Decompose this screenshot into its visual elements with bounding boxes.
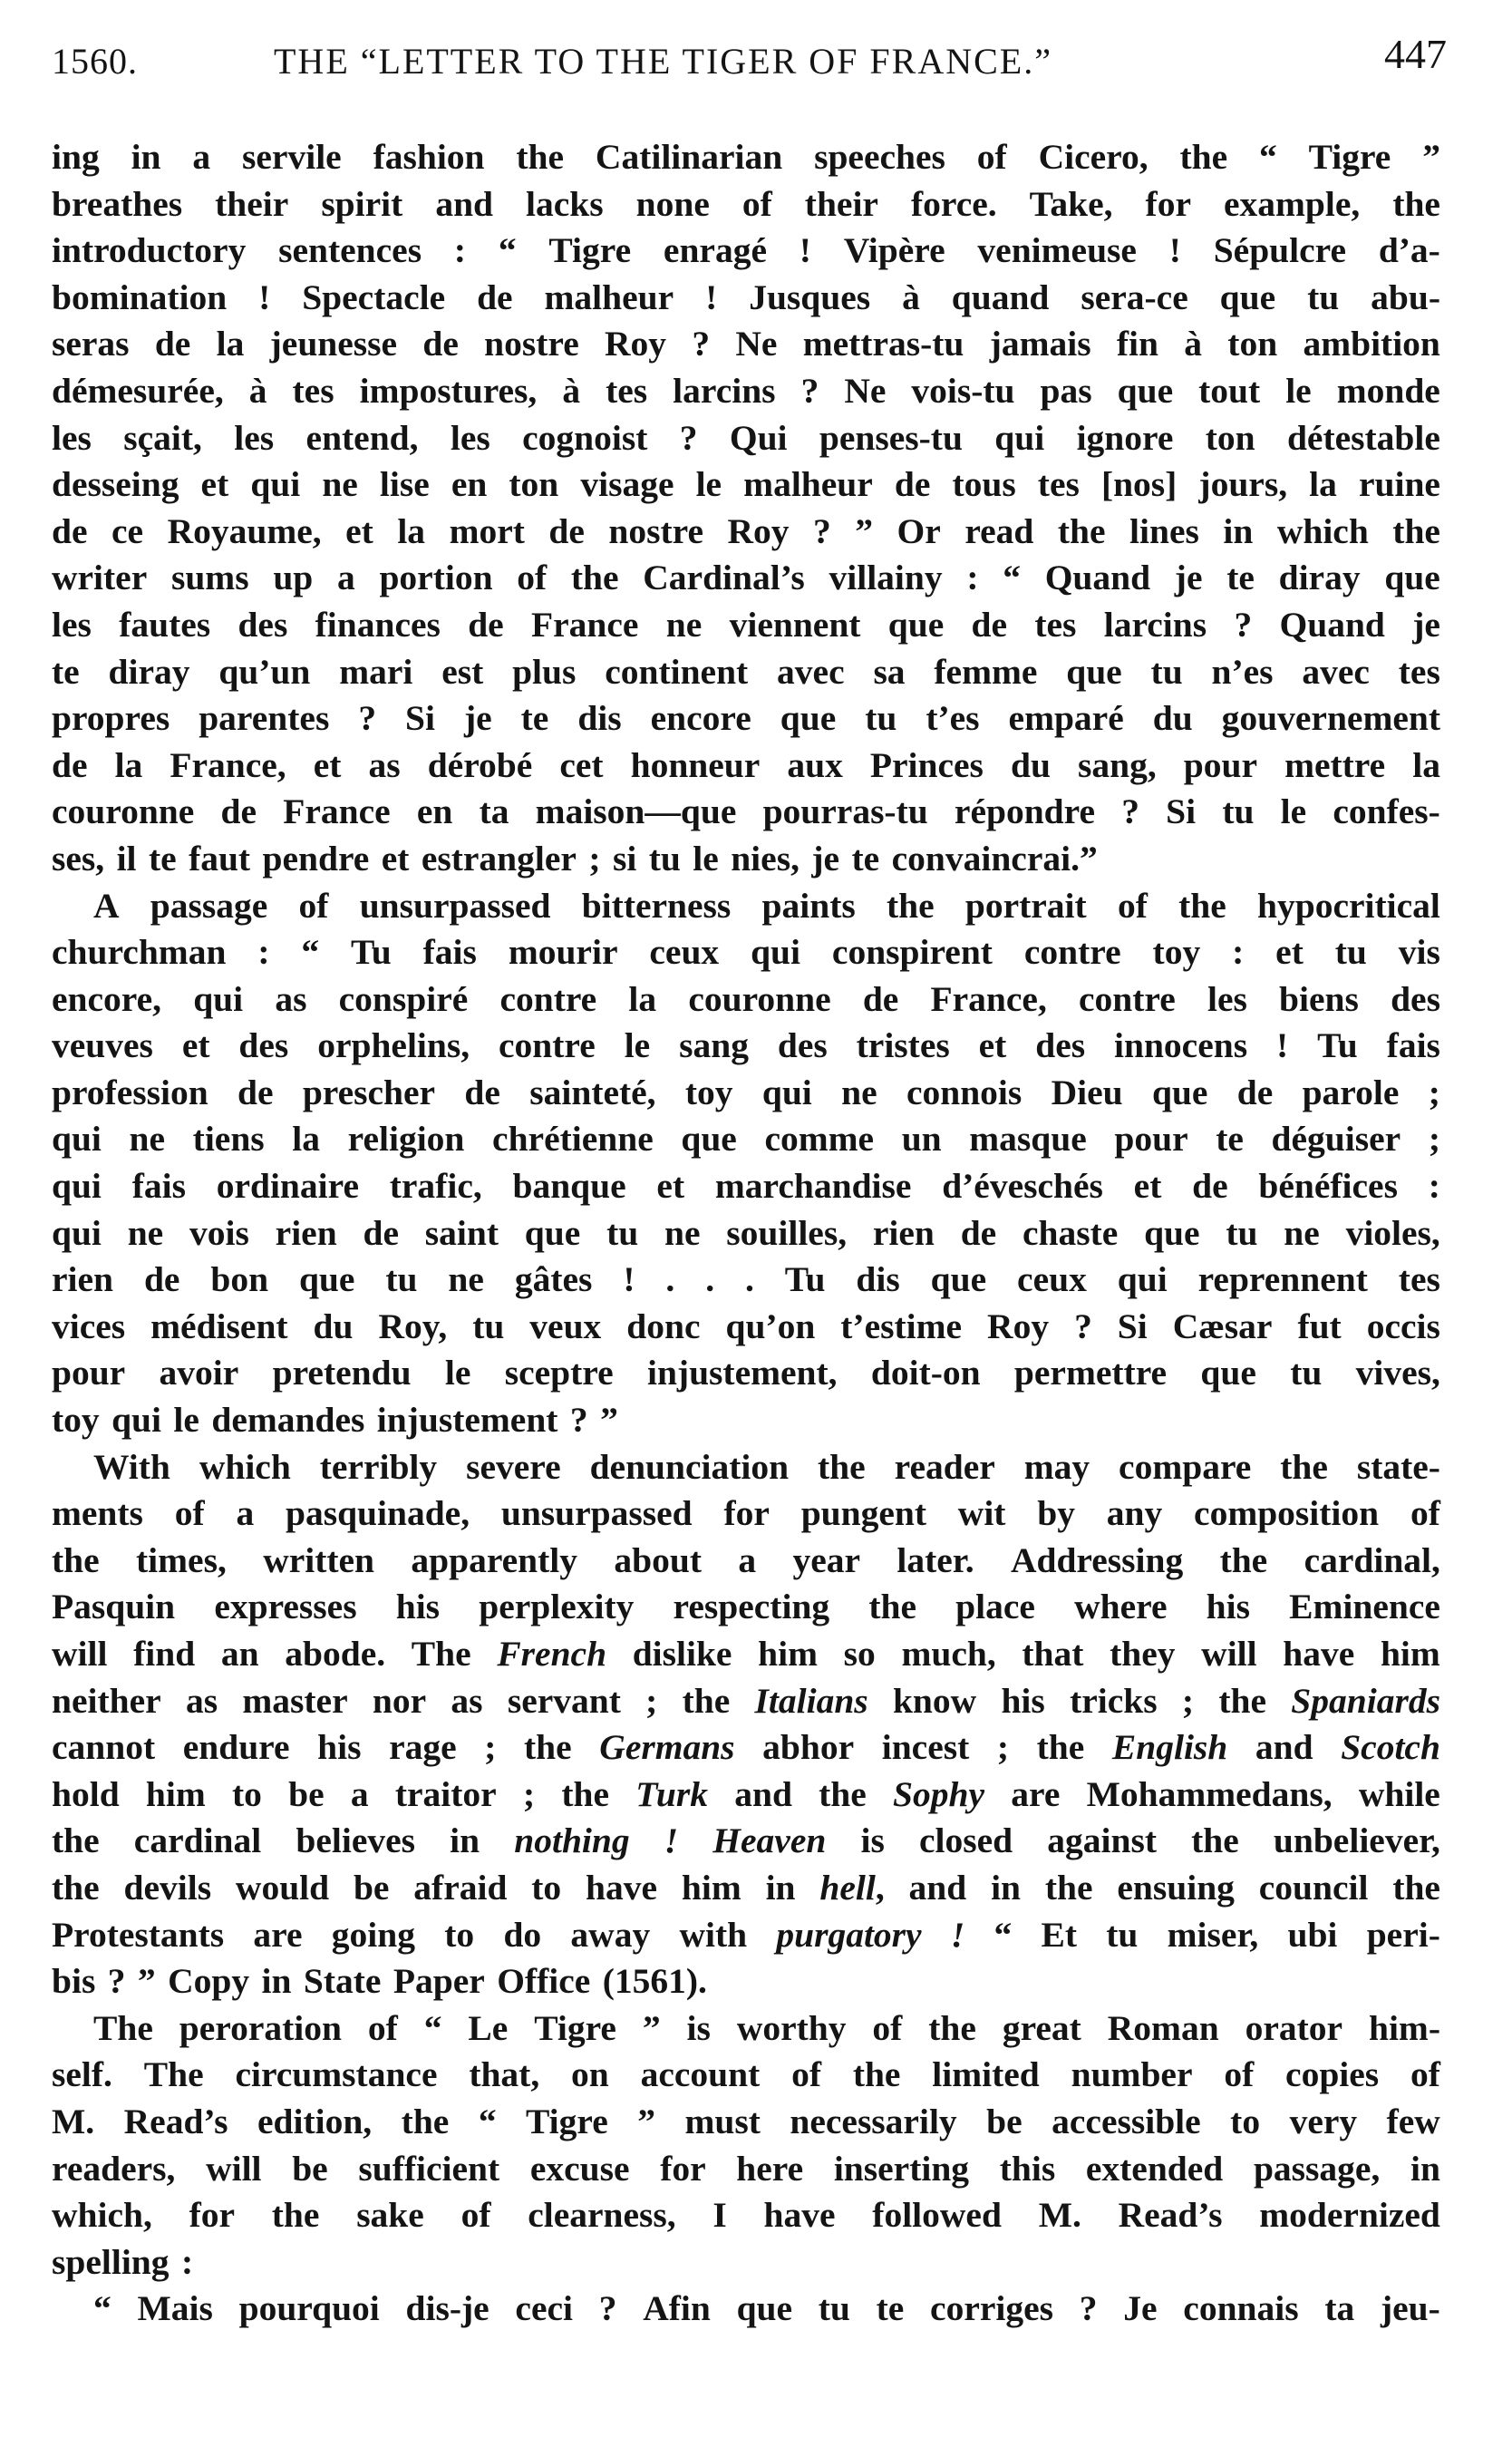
text-line: A passage of unsurpassed bitterness paints the portrait of the hypocritical [93, 885, 1440, 926]
text-line: bis ? ” Copy in State Paper Office (1561). [52, 1961, 707, 2002]
text-line: Protestants are going to do away with purgatory ! “ Et tu miser, ubi peri- [52, 1914, 1440, 1955]
text-line: qui ne vois rien de saint que tu ne souilles, rien de chaste que tu ne violes, [52, 1212, 1440, 1253]
text-line: seras de la jeunesse de nostre Roy ? Ne mettras-tu jamais fin à ton ambition [52, 324, 1440, 364]
text-line: Pasquin expresses his perplexity respecting the place where his Eminence [52, 1587, 1440, 1627]
text-line: With which terribly severe denunciation the reader may compare the state- [93, 1446, 1440, 1487]
text-line: M. Read’s edition, the “ Tigre ” must necessarily be accessible to very few [52, 2101, 1440, 2141]
text-line: les fautes des finances de France ne viennent que de tes larcins ? Quand je [52, 604, 1440, 645]
body-text [52, 134, 1440, 2333]
text-line: spelling : [52, 2241, 194, 2282]
text-line: démesurée, à tes impostures, à tes larcins ? Ne vois-tu pas que tout le monde [52, 370, 1440, 411]
text-line: propres parentes ? Si je te dis encore que tu t’es emparé du gouvernement [52, 698, 1440, 739]
text-line: will find an abode. The French dislike him so much, that they will have him [52, 1634, 1440, 1674]
text-line: writer sums up a portion of the Cardinal’s villainy : “ Quand je te diray que [52, 558, 1440, 598]
text-line: self. The circumstance that, on account of the limited number of copies of [52, 2054, 1440, 2095]
text-line: introductory sentences : “ Tigre enragé ! Vipère venimeuse ! Sépulcre d’a- [52, 230, 1440, 271]
text-line: which, for the sake of clearness, I have followed M. Read’s modernized [52, 2195, 1440, 2236]
text-line: readers, will be sufficient excuse for here inserting this extended passage, in [52, 2148, 1440, 2189]
text-line: The peroration of “ Le Tigre ” is worthy of the great Roman orator him- [93, 2007, 1440, 2048]
text-line: de ce Royaume, et la mort de nostre Roy ? ” Or read the lines in which the [52, 510, 1440, 551]
text-line: ments of a pasquinade, unsurpassed for pungent wit by any composition of [52, 1493, 1440, 1534]
text-line: bomination ! Spectacle de malheur ! Jusques à quand sera-ce que tu abu- [52, 277, 1440, 317]
text-line: desseing et qui ne lise en ton visage le malheur de tous tes [nos] jours, la ruine [52, 464, 1440, 505]
text-line: the cardinal believes in nothing ! Heaven is closed against the unbeliever, [52, 1820, 1440, 1861]
text-line: neither as master nor as servant ; the Italians know his tricks ; the Spaniards [52, 1680, 1440, 1721]
text-line: de la France, et as dérobé cet honneur aux Princes du sang, pour mettre la [52, 744, 1440, 785]
text-line: the times, written apparently about a year later. Addressing the cardinal, [52, 1539, 1440, 1580]
text-line: profession de prescher de sainteté, toy qui ne connois Dieu que de parole ; [52, 1072, 1440, 1112]
text-line: cannot endure his rage ; the Germans abhor incest ; the English and Scotch [52, 1727, 1440, 1768]
running-title: THE “LETTER TO THE TIGER OF FRANCE.” [274, 41, 1052, 82]
text-line: the devils would be afraid to have him in hell, and in the ensuing council the [52, 1867, 1440, 1908]
text-line: encore, qui as conspiré contre la couronne de France, contre les biens des [52, 978, 1440, 1019]
text-line: te diray qu’un mari est plus continent avec sa femme que tu n’es avec tes [52, 651, 1440, 692]
text-line: les sçait, les entend, les cognoist ? Qui penses-tu qui ignore ton détestable [52, 417, 1440, 458]
text-line: toy qui le demandes injustement ? ” [52, 1400, 618, 1441]
text-line: “ Mais pourquoi dis-je ceci ? Afin que tu te corriges ? Je connais ta jeu- [93, 2288, 1440, 2329]
text-line: churchman : “ Tu fais mourir ceux qui conspirent contre toy : et tu vis [52, 932, 1440, 973]
running-head [52, 27, 1447, 82]
text-line: rien de bon que tu ne gâtes ! . . . Tu dis que ceux qui reprennent tes [52, 1259, 1440, 1300]
year-label: 1560. [52, 41, 138, 82]
text-line: veuves et des orphelins, contre le sang des tristes et des innocens ! Tu fais [52, 1025, 1440, 1066]
text-line: pour avoir pretendu le sceptre injustement, doit-on permettre que tu vives, [52, 1353, 1440, 1393]
text-line: vices médisent du Roy, tu veux donc qu’on t’estime Roy ? Si Cæsar fut occis [52, 1306, 1440, 1346]
page-number: 447 [1384, 31, 1447, 77]
text-line: breathes their spirit and lacks none of their force. Take, for example, the [52, 183, 1440, 224]
text-line: qui ne tiens la religion chrétienne que comme un masque pour te déguiser ; [52, 1119, 1440, 1160]
text-line: couronne de France en ta maison—que pourras-tu répondre ? Si tu le confes- [52, 791, 1440, 832]
text-line: qui fais ordinaire trafic, banque et marchandise d’éveschés et de bénéfices : [52, 1166, 1440, 1207]
text-line: hold him to be a traitor ; the Turk and the Sophy are Mohammedans, while [52, 1773, 1440, 1814]
text-line: ses, il te faut pendre et estrangler ; si tu le nies, je te convaincrai.” [52, 838, 1098, 879]
text-line: ing in a servile fashion the Catilinarian speeches of Cicero, the “ Tigre ” [52, 137, 1440, 177]
